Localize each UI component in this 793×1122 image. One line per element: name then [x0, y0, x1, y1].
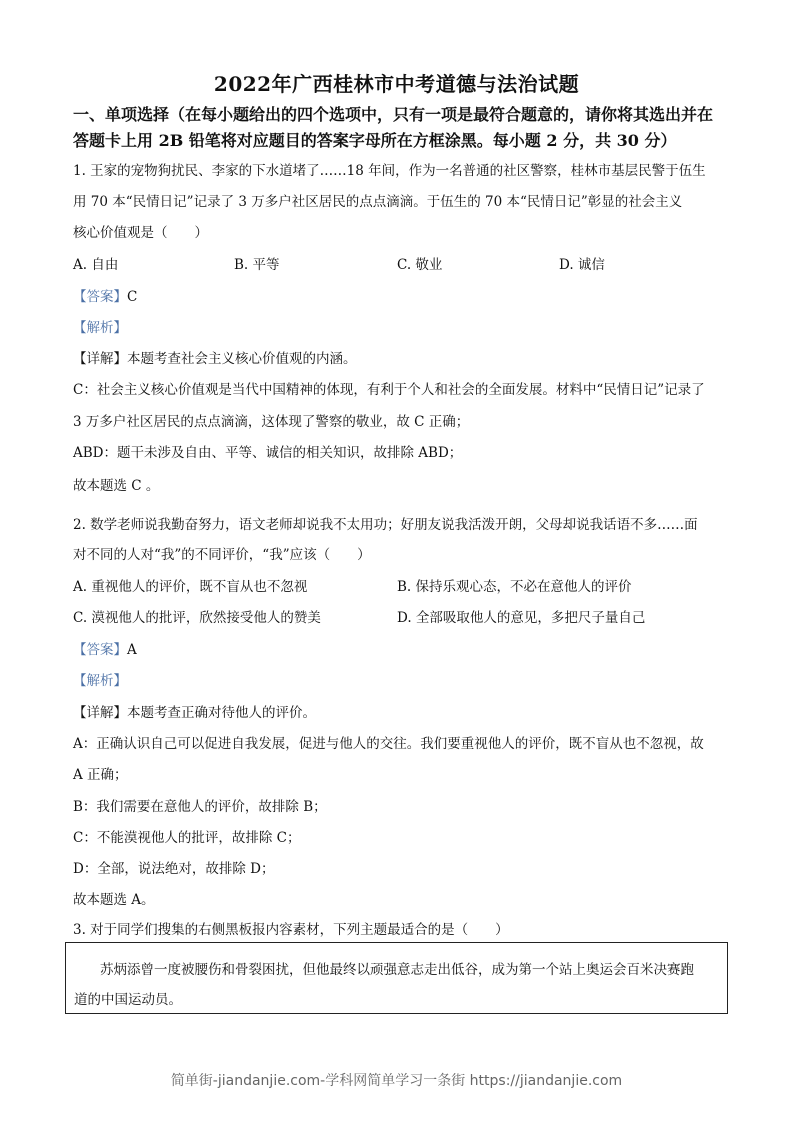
page-title: 2022年广西桂林市中考道德与法治试题: [213, 72, 580, 96]
analysis-label: 【解析】: [73, 320, 127, 336]
q2-option-a: A. 重视他人的评价，既不盲从也不忽视: [73, 579, 308, 595]
q2-answer: [73, 638, 137, 658]
section-heading: [73, 102, 733, 154]
answer-label: 【答案】: [73, 642, 127, 658]
q2-detail-line: A 正确；: [73, 767, 128, 783]
q1-option-d: D. 诚信: [559, 257, 605, 273]
q1-detail-line: 3 万多户社区居民的点点滴滴，这体现了警察的敬业，故 C 正确；: [73, 414, 470, 430]
q2-option-d: D. 全部吸取他人的意见，多把尺子量自己: [397, 610, 646, 626]
answer-value: A: [127, 642, 137, 658]
q1-analysis: [73, 316, 127, 336]
watermark-footer: 简单街-jiandanjie.com-学科网简单学习一条街 https://jiandanjie.com: [170, 1073, 623, 1089]
q2-option-c: C. 漠视他人的批评，欣然接受他人的赞美: [73, 610, 321, 626]
answer-label: 【答案】: [73, 289, 127, 305]
q1-detail-line: C：社会主义核心价值观是当代中国精神的体现，有利于个人和社会的全面发展。材料中“民情日记”记录了: [73, 382, 705, 398]
q2-stem-line: 对不同的人对“我”的不同评价，“我”应该（ ）: [73, 547, 371, 563]
q2-detail-line: C：不能漠视他人的批评，故排除 C；: [73, 830, 301, 846]
material-line: 道的中国运动员。: [74, 992, 182, 1008]
section-heading-line: 一、单项选择（在每小题给出的四个选项中，只有一项是最符合题意的，请你将其选出并在: [73, 105, 714, 124]
q2-stem-line: 2. 数学老师说我勤奋努力，语文老师却说我不太用功；好朋友说我活泼开朗，父母却说我话语不多……面: [73, 517, 698, 533]
q1-stem-line: 1. 王家的宠物狗扰民、李家的下水道堵了……18 年间，作为一名普通的社区警察，桂林市基层民警于伍生: [73, 163, 706, 179]
section-heading-line: 答题卡上用 2B 铅笔将对应题目的答案字母所在方框涂黑。每小题 2 分，共 30 分）: [73, 131, 677, 150]
q2-option-b: B. 保持乐观心态，不必在意他人的评价: [397, 579, 632, 595]
material-box: [65, 942, 728, 1014]
q2-detail-line: 【详解】本题考查正确对待他人的评价。: [73, 705, 316, 721]
q2-detail-line: 故本题选 A。: [73, 892, 155, 908]
analysis-label: 【解析】: [73, 673, 127, 689]
answer-value: C: [127, 289, 138, 305]
q2-detail-line: B：我们需要在意他人的评价，故排除 B；: [73, 799, 327, 815]
q2-detail-line: D：全部，说法绝对，故排除 D；: [73, 861, 275, 877]
q1-detail-line: ABD：题干未涉及自由、平等、诚信的相关知识，故排除 ABD；: [73, 445, 463, 461]
q1-option-c: C. 敬业: [397, 257, 443, 273]
q3-stem-line: 3. 对于同学们搜集的右侧黑板报内容素材，下列主题最适合的是（ ）: [73, 922, 509, 938]
q1-option-b: B. 平等: [234, 257, 280, 273]
q1-detail-line: 【详解】本题考查社会主义核心价值观的内涵。: [73, 351, 357, 367]
q1-answer: [73, 285, 137, 305]
q2-analysis: [73, 669, 127, 689]
q2-detail-line: A：正确认识自己可以促进自我发展，促进与他人的交往。我们要重视他人的评价，既不盲从也不忽视，故: [73, 736, 704, 752]
q1-stem-line: 用 70 本“民情日记”记录了 3 万多户社区居民的点点滴滴。于伍生的 70 本“民情日记”彰显的社会主义: [73, 194, 683, 210]
q1-detail-line: 故本题选 C 。: [73, 478, 160, 494]
q1-option-a: A. 自由: [73, 257, 119, 273]
material-line: 苏炳添曾一度被腰伤和骨裂困扰，但他最终以顽强意志走出低谷，成为第一个站上奥运会百米决赛跑: [100, 962, 694, 978]
q1-stem-line: 核心价值观是（ ）: [73, 225, 208, 241]
